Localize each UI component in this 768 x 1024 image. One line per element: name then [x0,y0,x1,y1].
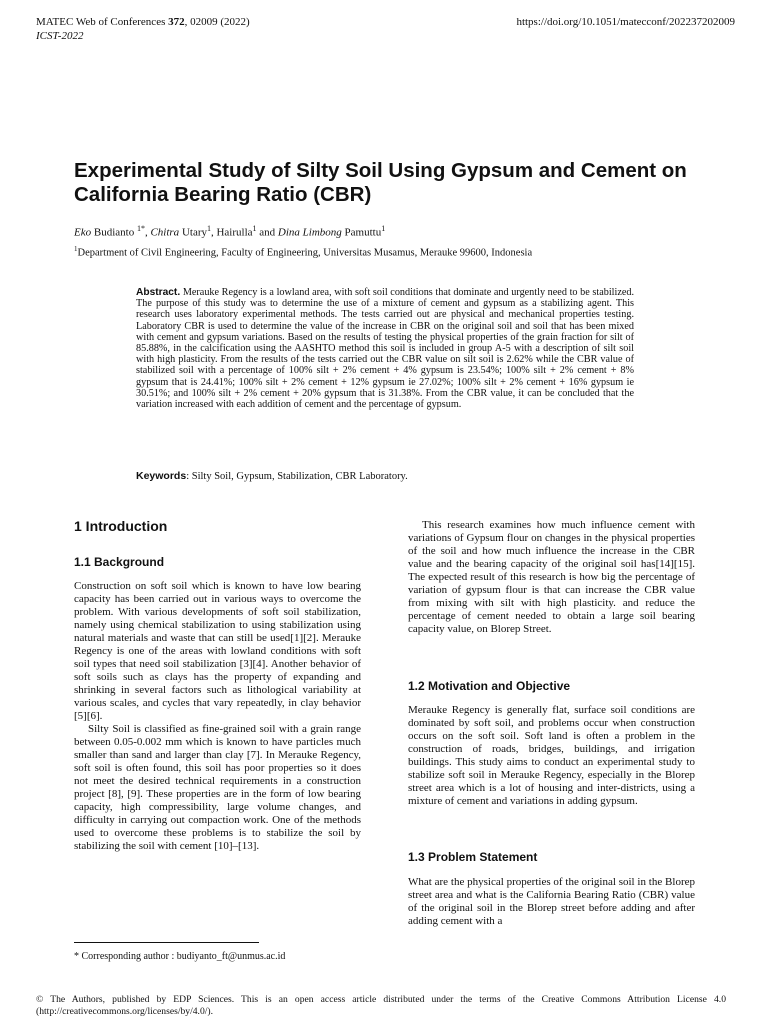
paper-title [74,159,714,207]
journal-volume: 372 [168,16,185,28]
footnote-divider [74,942,259,943]
intro-paragraph-right: This research examines how much influence cement with variations of Gypsum flour on changes in the physical properties of the soil and how much influence the increase in the CBR value and the bearing capacity of the original soil has[14][15]. The expected result of this research is how big the percentage of variation of gypsum flour is that can increase the CBR value from mixing with silt with high plasticity. and reduce the percentage of cement needed to obtain a large soil bearing capacity value, on Blorep Street. [408,519,695,635]
section-heading-introduction: 1 Introduction [74,518,168,534]
subsection-heading-background: 1.1 Background [74,555,165,569]
title-line-2: California Bearing Ratio (CBR) [74,183,372,206]
conference-name: ICST-2022 [36,30,84,42]
author-sup-1: 1* [136,224,145,233]
abstract-text: Merauke Regency is a lowland area, with soft soil conditions that dominate and urgently need to be stabilized. The purpose of this study was to determine the use of a mixture of cement and gypsum as a stabilizing agent. This research uses laboratory experimental methods. The tests carried out are physical and mechanical properties testing. Laboratory CBR is used to determine the value of the increase in CBR on the original soil and soil that has been mixed with cement and gypsum variations. Based on the results of testing the physical properties of the grain fraction for silt of 85.88%, in the calcification using the AASHTO method this soil is included in group A-5 with a description of silt soil with high plasticity. From the results of the tests carried out the CBR value on silt soil is 2.62% while the CBR value of stabilized soil with a percentage of 100% silt + 2% cement + 4% gypsum is 23.54%; 100% silt + 2% cement + 8% gypsum that is 24.41%; 100% silt + 2% cement + 12% gypsum ie 27.02%; 100% silt + 2% cement + 16% gypsum ie 30.51%; and 100% silt + 2% cement + 20% gypsum that is 31.38%. From the CBR value, it can be concluded that the variation increased with each addition of cement and the percentage of gypsum. [136,287,635,411]
author-given-2: Chitra [150,226,180,239]
problem-column [408,876,695,928]
corresponding-author-footnote [74,951,285,962]
author-family-1: Budianto [91,226,137,239]
affiliation-sup: 1 [74,245,78,253]
motivation-paragraph: Merauke Regency is generally flat, surface soil conditions are dominated by soft soil, and problems occur when construction occurs on the soft soil. Soft land is often a problem in the construction of roads, bridges, buildings, and irrigation buildings. This study aims to conduct an experimental study to stabilize soft soil in Merauke Regency, especially in the Blorep street area which is a lot of housing and inter-districts, using a mixture of cement and variations in adding gypsum. [408,704,695,807]
author-given-4: Dina Limbong [277,226,342,239]
doi-link[interactable]: https://doi.org/10.1051/matecconf/202237202009 [516,16,735,28]
background-column [74,580,361,853]
title-line-1: Experimental Study of Silty Soil Using Gypsum and Cement on [74,159,687,182]
journal-prefix: MATEC Web of Conferences [36,16,169,28]
journal-header [36,15,250,29]
author-given-1: Eko [74,226,92,239]
problem-paragraph: What are the physical properties of the original soil in the Blorep street area and what is the California Bearing Ratio (CBR) value of the original soil in the Blorep street before adding and after adding cement with a [408,876,695,927]
article-ref: , 02009 (2022) [184,16,250,28]
abstract-label: Abstract. [136,287,181,298]
background-paragraph-2: Silty Soil is classified as fine-grained soil with a grain range between 0.05-0.002 mm which is known to have particles much smaller than sand and larger than clay [7]. In Merauke Regency, soft soil is often found, this soil has poor properties so it does not meet the desired technical requirements in a construction project [8], [9]. These properties are in the form of low bearing capacity, high compressibility, large volume changes, and difficulty in carrying out compaction work. One of the methods used to overcome these problems is to stabilize the soil by stabilizing the soil with cement [10]–[13]. [74,723,361,852]
keywords [136,470,408,482]
abstract [136,287,634,410]
author-sup-3: 1 [252,224,257,233]
background-paragraph-1: Construction on soft soil which is known to have low bearing capacity has been carried out in various ways to overcome the problem. With various developments of soft soil stabilization, namely using chemical stabilization to using stabilization using natural materials and waste that can still be used[1][2]. Merauke Regency is one of the areas with lowland conditions with soft soil types that need soil stabilization [3][4]. Another behavior of soft soils such as clays has the property of expanding and shrinking in several factors such as lithological variability at various scales, and cycles that vary repeatedly, in clay behavior [5][6]. [74,580,361,722]
author-sep-1: , [144,226,151,239]
right-column-intro [408,519,695,636]
affiliation [74,245,532,259]
footnote-label: * Corresponding author : [74,951,177,962]
author-3: , Hairulla [210,226,253,239]
author-sup-2: 1 [206,224,211,233]
author-sup-4: 1 [381,224,386,233]
author-sep-3: and [256,226,278,239]
footnote-email[interactable]: budiyanto_ft@unmus.ac.id [176,951,286,962]
keywords-text: : Silty Soil, Gypsum, Stabilization, CBR Laboratory. [186,471,408,482]
author-list [74,224,385,239]
affiliation-text: Department of Civil Engineering, Faculty of Engineering, Universitas Musamus, Merauke 99600, Indonesia [77,247,533,259]
motivation-column [408,704,695,808]
subsection-heading-problem: 1.3 Problem Statement [408,850,538,864]
author-family-2: Utary [179,226,207,239]
keywords-label: Keywords [136,470,187,482]
license-notice: © The Authors, published by EDP Sciences. This is an open access article distributed under the terms of the Creative Commons Attribution License 4.0 (http://creativecommons.org/licenses/by/4.0/). [36,994,726,1017]
subsection-heading-motivation: 1.2 Motivation and Objective [408,679,571,693]
author-family-4: Pamuttu [341,226,382,239]
